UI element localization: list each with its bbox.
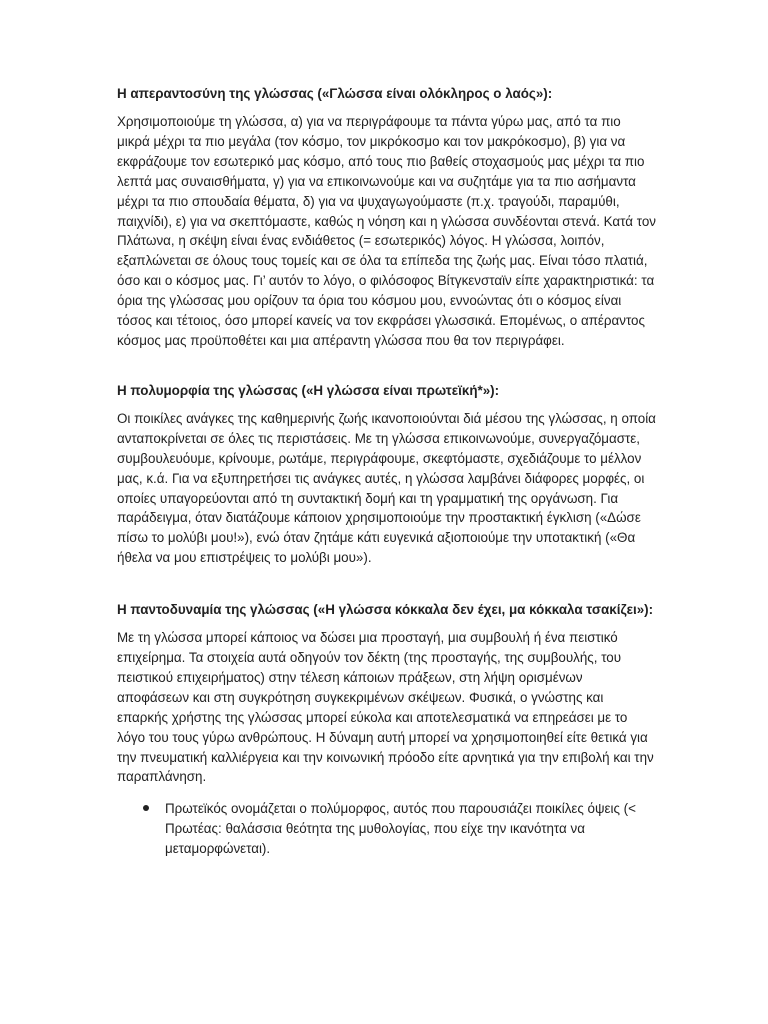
section-paragraph: Με τη γλώσσα μπορεί κάποιος να δώσει μια προσταγή, μια συμβουλή ή ένα πειστικό επιχείρημα. Τα στοιχεία αυτά οδηγούν τον δέκτη (της προσταγής, της συμβουλής, του πειστικού επιχειρήματος) στην τέλεση κάποιων πράξεων, στη λήψη ορισμένων αποφάσεων και στη συγκρότηση συγκεκριμένων σκέψεων. Φυσικά, ο γνώστης και επαρκής χρήστης της γλώσσας μπορεί εύκολα και αποτελεσματικά να επηρεάσει με το λόγο του τους γύρω ανθρώπους. Η δύναμη αυτή μπορεί να χρησιμοποιηθεί είτε θετικά για την πνευματική καλλιέργεια και την κοινωνική πρόοδο είτε αρνητικά για την επιβολή και την παραπλάνηση. (117, 630, 654, 785)
section-heading: Η πολυμορφία της γλώσσας («Η γλώσσα είναι πρωτεϊκή*»): (117, 382, 500, 398)
section-paragraph: Χρησιμοποιούμε τη γλώσσα, α) για να περιγράφουμε τα πάντα γύρω μας, από τα πιο μικρά μέχρι τα πιο μεγάλα (τον κόσμο, τον μικρόκοσμο και τον μακρόκοσμο), β) για να εκφράζουμε τον εσωτερικό μας κόσμο, από τους πιο βαθείς στοχασμούς μας μέχρι τα πιο λεπτά μας συναισθήματα, γ) για να επικοινωνούμε και να συζητάμε για τα πιο ασήμαντα μέχρι τα πιο σπουδαία θέματα, δ) για να ψυχαγωγούμαστε (π.χ. τραγούδι, παραμύθι, παιχνίδι), ε) για να σκεπτόμαστε, καθώς η νόηση και η γλώσσα συνδέονται στενά. Κατά τον Πλάτωνα, η σκέψη είναι ένας ενδιάθετος (= εσωτερικός) λόγος. Η γλώσσα, λοιπόν, εξαπλώνεται σε όλους τους τομείς και σε όλα τα επίπεδα της ζωής μας. Είναι τόσο πλατιά, όσο και ο κόσμος μας. Γι’ αυτόν το λόγο, ο φιλόσοφος Βίτγκενσταϊν είπε χαρακτηριστικά: τα όρια της γλώσσας μου ορίζουν τα όρια του κόσμου μου, εννοώντας ότι ο κόσμος είναι τόσος και τέτοιος, όσο μπορεί κανείς να τον εκφράσει γλωσσικά. Επομένως, ο απέραντος κόσμος μας προϋποθέτει και μια απέραντη γλώσσα που θα τον περιγράφει. (117, 114, 656, 348)
footnote-list (117, 799, 657, 859)
section-paragraph: Οι ποικίλες ανάγκες της καθημερινής ζωής ικανοποιούνται διά μέσου της γλώσσας, η οποία ανταποκρίνεται σε όλες τις περιστάσεις. Με τη γλώσσα επικοινωνούμε, συνεργαζόμαστε, συμβουλευόυμε, κρίνουμε, ρωτάμε, περιγράφουμε, σκεφτόμαστε, σχεδιάζουμε το μέλλον μας, κ.ά. Για να εξυπηρετήσει τις ανάγκες αυτές, η γλώσσα λαμβάνει διάφορες μορφές, οι οποίες υπαγορεύονται από τη συντακτική δομή και τη γραμματική της οργάνωση. Για παράδειγμα, όταν διατάζουμε κάποιον χρησιμοποιούμε την προστακτική έγκλιση («Δώσε πίσω το μολύβι μου!»), ενώ όταν ζητάμε κάτι ευγενικά αξιοποιούμε την υποτακτική («Θα ήθελα να μου επιστρέψεις το μολύβι μου»). (117, 410, 656, 566)
footnote-item (117, 799, 657, 859)
section-polymorphy (117, 381, 657, 568)
footnote-text: Πρωτεϊκός ονομάζεται ο πολύμορφος, αυτός που παρουσιάζει ποικίλες όψεις (< Πρωτέας: θαλάσσια θεότητα της μυθολογίας, που είχε την ικανότητα να μεταμορφώνεται). (165, 801, 636, 857)
section-omnipotence (117, 600, 657, 859)
document-page (117, 84, 657, 859)
section-vastness (117, 84, 657, 351)
section-heading: Η παντοδυναμία της γλώσσας («Η γλώσσα κόκκαλα δεν έχει, μα κόκκαλα τσακίζει»): (117, 602, 654, 618)
section-heading: Η απεραντοσύνη της γλώσσας («Γλώσσα είναι ολόκληρος ο λαός»): (117, 86, 553, 101)
bullet-icon (143, 805, 149, 811)
